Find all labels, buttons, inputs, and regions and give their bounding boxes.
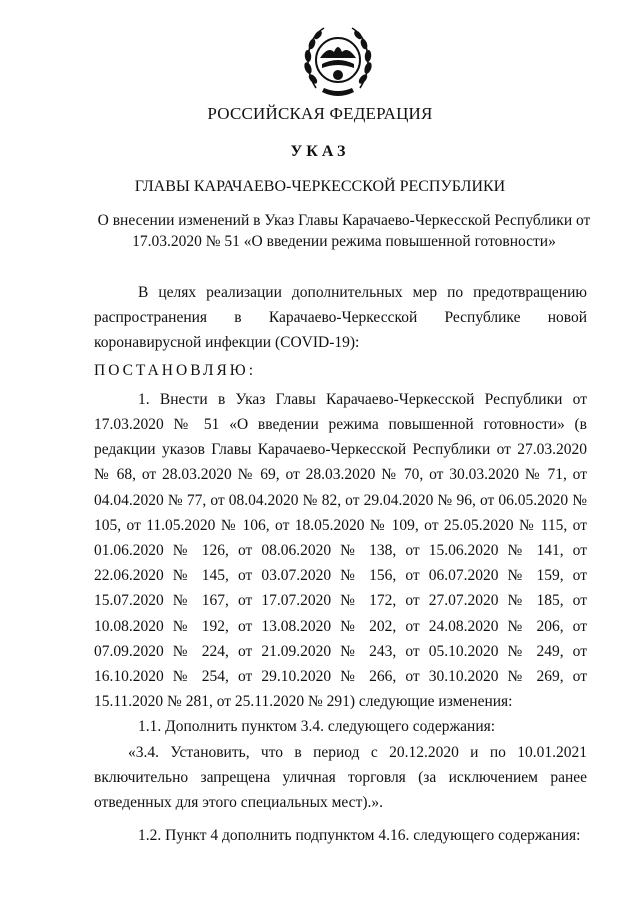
country-heading: РОССИЙСКАЯ ФЕДЕРАЦИЯ: [207, 104, 433, 123]
document-subject: О внесении изменений в Указ Главы Карачаево-Черкесской Республики от 17.03.2020 № 51 «О введении режима повышенной готовности»: [97, 212, 591, 250]
decree-word: ПОСТАНОВЛЯЮ:: [94, 361, 257, 379]
quoted-clause-paragraph: «3.4. Установить, что в период с 20.12.2020 и по 10.01.2021 включительно запрещена уличная торговля (за исключением ранее отведенных для этого специальных мест).».: [94, 743, 587, 812]
document-body: [94, 280, 587, 848]
issuer-heading: ГЛАВЫ КАРАЧАЕВО-ЧЕРКЕССКОЙ РЕСПУБЛИКИ: [134, 178, 506, 195]
item-1-paragraph: 1. Внести в Указ Главы Карачаево-Черкесской Республики от 17.03.2020 № 51 «О введении режима повышенной готовности» (в редакции указов Главы Карачаево-Черкесской Республики от 27.03.2020 № 68, от 28.03.2020 № 69, от 28.03.2020 № 70, от 30.03.2020 № 71, от 04.04.2020 № 77, от 08.04.2020 № 82, от 29.04.2020 № 96, от 06.05.2020 № 105, от 11.05.2020 № 106, от 18.05.2020 № 109, от 25.05.2020 № 115, от 01.06.2020 № 126, от 08.06.2020 № 138, от 15.06.2020 № 141, от 22.06.2020 № 145, от 03.07.2020 № 156, от 06.07.2020 № 159, от 15.07.2020 № 167, от 17.07.2020 № 172, от 27.07.2020 № 185, от 10.08.2020 № 192, от 13.08.2020 № 202, от 24.08.2020 № 206, от 07.09.2020 № 224, от 21.09.2020 № 243, от 05.10.2020 № 249, от 16.10.2020 № 254, от 29.10.2020 № 266, от 30.10.2020 № 269, от 15.11.2020 № 281, от 25.11.2020 № 291) следующие изменения:: [94, 390, 587, 711]
item-1-1-paragraph: 1.1. Дополнить пунктом 3.4. следующего содержания:: [138, 718, 496, 736]
coat-of-arms-icon: [296, 18, 380, 102]
item-1-2-paragraph: 1.2. Пункт 4 дополнить подпунктом 4.16. следующего содержания:: [138, 827, 581, 845]
document-type-heading: УКАЗ: [290, 143, 350, 160]
preamble-paragraph: В целях реализации дополнительных мер по предотвращению распространения в Карачаево-Черкесской Республике новой коронавирусной инфекции (COVID-19):: [94, 284, 587, 352]
